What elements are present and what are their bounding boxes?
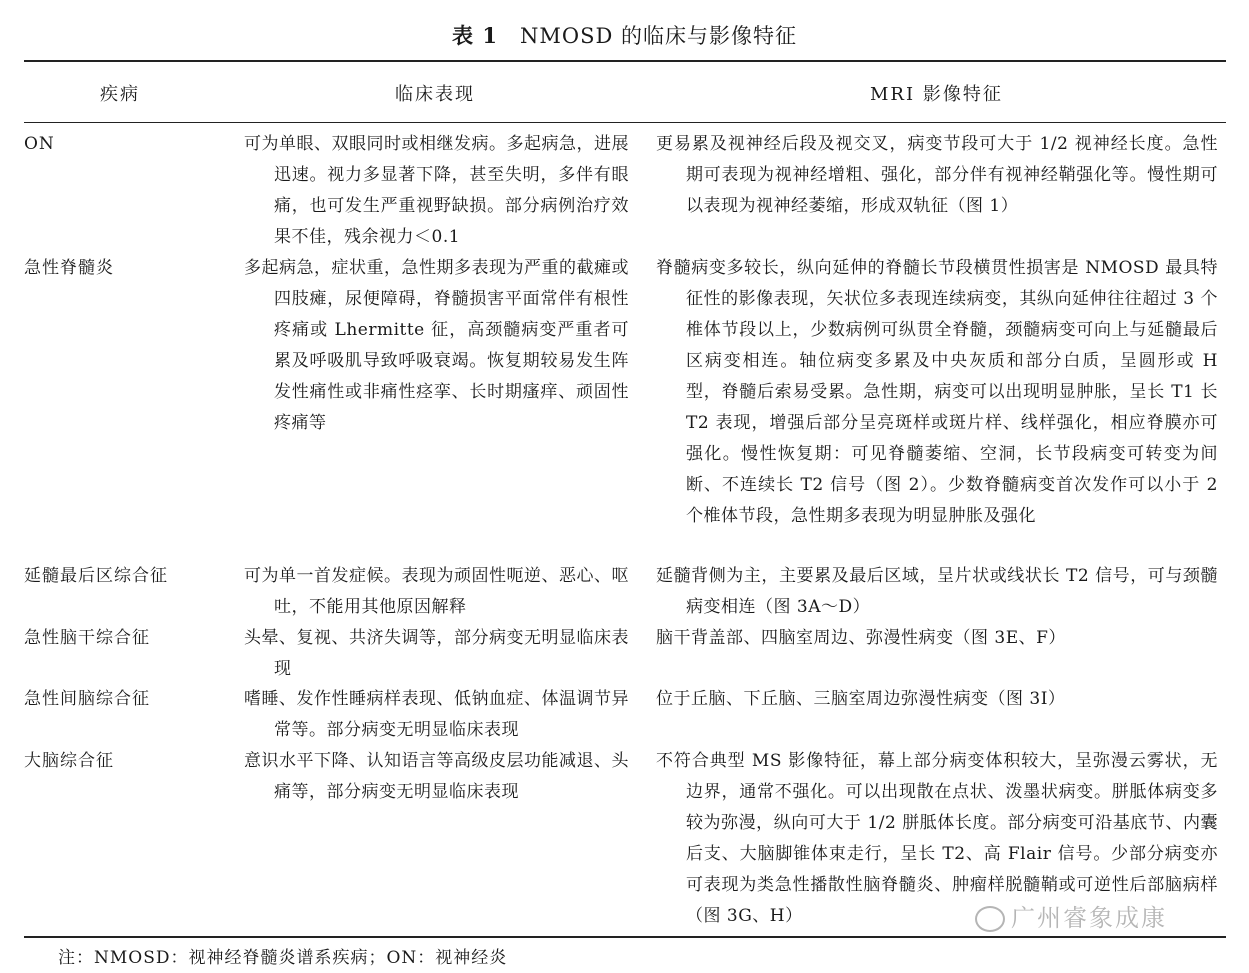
wechat-icon — [975, 906, 1005, 932]
mri-cell: 脊髓病变多较长，纵向延伸的脊髓长节段横贯性损害是 NMOSD 最具特征性的影像表现，矢状位多表现连续病变，其纵向延伸往往超过 3 个椎体节段以上，少数病例可纵贯全脊髓，颈髓病变可向上与延髓最后区病变相连。轴位病变多累及中央灰质和部分白质，呈圆形或 H 型，脊髓后索易受累。急性期，病变可以出现明显肿胀，呈长 T1 长 T2 表现，增强后部分呈亮斑样或斑片样、线样强化，相应脊膜亦可强化。慢性恢复期：可见脊髓萎缩、空洞，长节段病变可转变为间断、不连续长 T2 信号（图 2）。少数脊髓病变首次发作可以小于 2 个椎体节段，急性期多表现为明显肿胀及强化 — [656, 258, 1218, 526]
top-rule — [24, 60, 1226, 62]
watermark-text: 广州睿象成康 — [1011, 904, 1167, 932]
mri-cell: 延髓背侧为主，主要累及最后区域，呈片状或线状长 T2 信号，可与颈髓病变相连（图 3A～D） — [656, 566, 1218, 617]
clinical-cell: 嗜睡、发作性睡病样表现、低钠血症、体温调节异常等。部分病变无明显临床表现 — [244, 689, 629, 740]
table-caption — [0, 20, 1249, 50]
header-rule — [24, 122, 1226, 123]
header-disease: 疾病 — [100, 84, 140, 105]
disease-cell: 急性脊髓炎 — [24, 258, 114, 278]
mri-cell: 不符合典型 MS 影像特征，幕上部分病变体积较大，呈弥漫云雾状，无边界，通常不强化。可以出现散在点状、泼墨状病变。胼胝体病变多较为弥漫，纵向可大于 1/2 胼胝体长度。部分病变可沿基底节、内囊后支、大脑脚锥体束走行，呈长 T2、高 Flair 信号。少部分病变亦可表现为类急性播散性脑脊髓炎、肿瘤样脱髓鞘或可逆性后部脑病样（图 3G、H） — [656, 751, 1218, 926]
disease-cell: 急性脑干综合征 — [24, 628, 150, 648]
watermark — [975, 898, 1167, 933]
clinical-cell: 可为单一首发症候。表现为顽固性呃逆、恶心、呕吐，不能用其他原因解释 — [244, 566, 629, 617]
mri-cell: 位于丘脑、下丘脑、三脑室周边弥漫性病变（图 3I） — [656, 689, 1066, 709]
table-number: 表 1 — [452, 23, 498, 48]
bottom-rule — [24, 936, 1226, 938]
clinical-cell: 头晕、复视、共济失调等，部分病变无明显临床表现 — [244, 628, 629, 679]
mri-cell: 脑干背盖部、四脑室周边、弥漫性病变（图 3E、F） — [656, 628, 1066, 648]
clinical-cell: 意识水平下降、认知语言等高级皮层功能减退、头痛等，部分病变无明显临床表现 — [244, 751, 629, 802]
table-footnote: 注：NMOSD：视神经脊髓炎谱系疾病；ON：视神经炎 — [58, 948, 508, 968]
table-title: NMOSD 的临床与影像特征 — [519, 24, 797, 48]
disease-cell: 急性间脑综合征 — [24, 689, 150, 709]
header-clinical: 临床表现 — [395, 84, 475, 105]
disease-cell: ON — [24, 134, 55, 154]
clinical-cell: 多起病急，症状重，急性期多表现为严重的截瘫或四肢瘫，尿便障碍，脊髓损害平面常伴有根性疼痛或 Lhermitte 征，高颈髓病变严重者可累及呼吸肌导致呼吸衰竭。恢复期较易发生阵发性痛性或非痛性痉挛、长时期瘙痒、顽固性疼痛等 — [244, 258, 629, 433]
disease-cell: 延髓最后区综合征 — [24, 566, 168, 586]
mri-cell: 更易累及视神经后段及视交叉，病变节段可大于 1/2 视神经长度。急性期可表现为视神经增粗、强化，部分伴有视神经鞘强化等。慢性期可以表现为视神经萎缩，形成双轨征（图 1） — [656, 134, 1218, 216]
clinical-cell: 可为单眼、双眼同时或相继发病。多起病急，进展迅速。视力多显著下降，甚至失明，多伴有眼痛，也可发生严重视野缺损。部分病例治疗效果不佳，残余视力＜0.1 — [244, 134, 629, 247]
header-mri: MRI 影像特征 — [870, 84, 1003, 105]
disease-cell: 大脑综合征 — [24, 751, 114, 771]
